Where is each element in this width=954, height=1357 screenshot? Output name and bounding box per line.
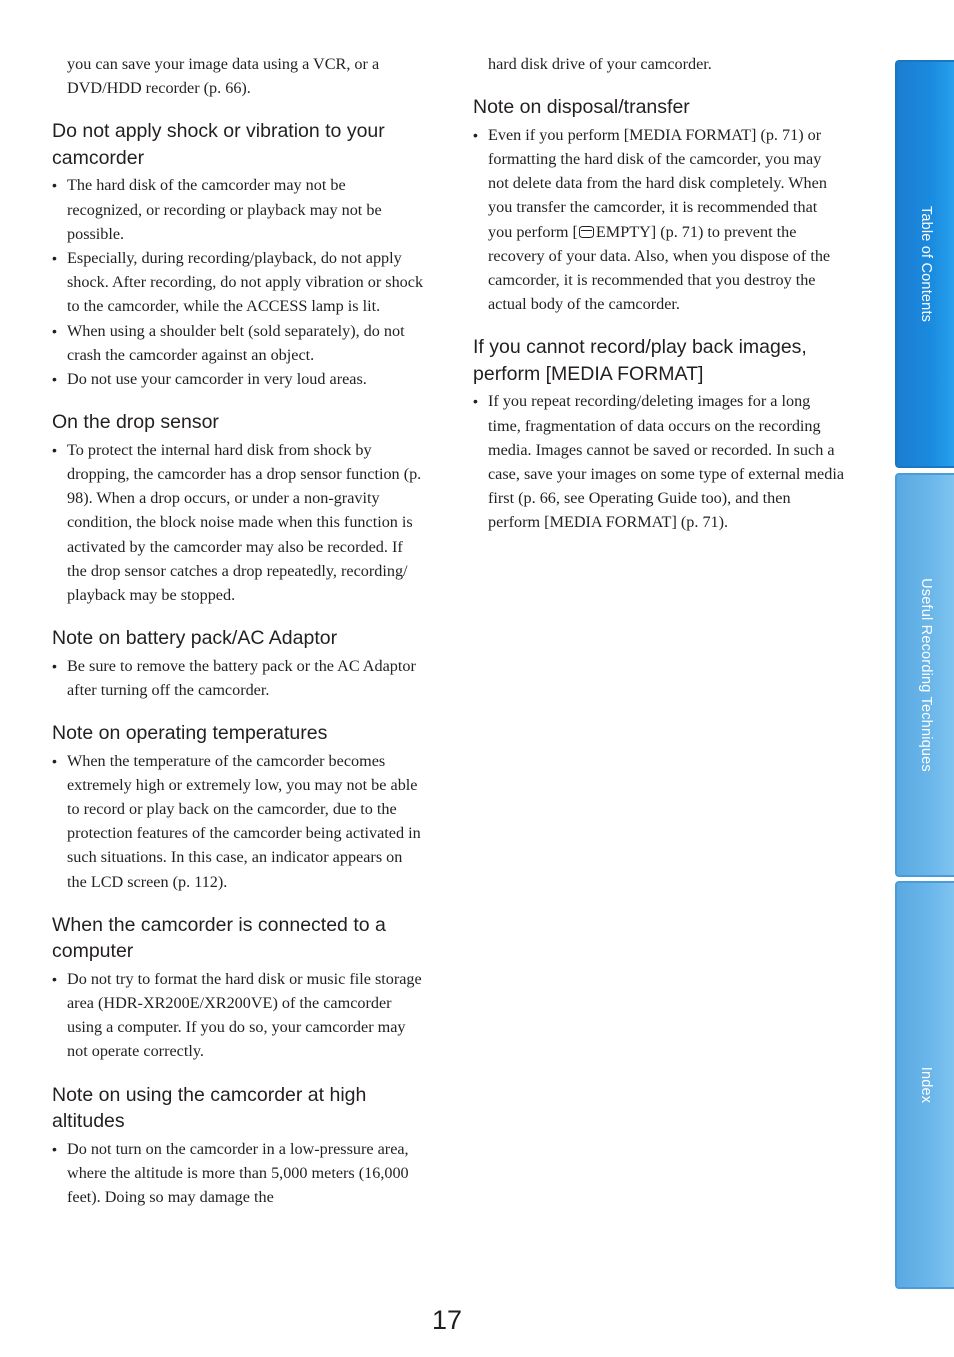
bullet-item: • If you repeat recording/deleting images for a long time, fragmentation of data occurs on the recording media. Images cannot be saved or recorded. In such a case, save your images on some type of external media first (p. 66, see Operating Guide too), and then perform [MEDIA FORMAT] (p. 71). [473, 389, 845, 534]
tab-useful-recording-techniques[interactable] [895, 473, 954, 877]
tab-table-of-contents[interactable] [895, 60, 954, 468]
right-column [473, 52, 845, 535]
bullet-item: • When the temperature of the camcorder becomes extremely high or extremely low, you may not be able to record or play back on the camcorder, due to the protection features of the camcorder being activated in such situations. In this case, an indicator appears on the LCD screen (p. 112). [52, 749, 424, 894]
tab-label: Index [917, 1066, 934, 1104]
bullet-list [473, 123, 845, 317]
section-heading: On the drop sensor [52, 411, 219, 434]
bullet-item: • When using a shoulder belt (sold separately), do not crash the camcorder against an object. [52, 319, 424, 367]
section-computer-connection [52, 912, 424, 1064]
bullet-text: Even if you perform [MEDIA FORMAT] (p. 71) or formatting the hard disk of the camcorder, you may not delete data from the hard disk completely. When you transfer the camcorder, it is recommended that you perform [ [488, 125, 827, 241]
section-heading: Note on battery pack/AC Adaptor [52, 627, 338, 650]
bullet-item: • Do not turn on the camcorder in a low-pressure area, where the altitude is more than 5,000 meters (16,000 feet). Doing so may damage the [52, 1137, 424, 1210]
section-operating-temperatures [52, 720, 424, 894]
section-high-altitudes [52, 1082, 424, 1210]
bullet-list [52, 749, 424, 894]
continued-text: you can save your image data using a VCR, or a DVD/HDD recorder (p. 66). [67, 55, 380, 98]
left-column [52, 52, 424, 1209]
section-heading: Note on operating temperatures [52, 722, 328, 745]
section-battery-pack [52, 625, 424, 702]
bullet-list [52, 1137, 424, 1210]
section-heading: Note on using the camcorder at high altitudes [52, 1083, 367, 1133]
section-heading: When the camcorder is connected to a computer [52, 913, 386, 963]
bullet-list [52, 173, 424, 391]
bullet-list [52, 654, 424, 702]
bullet-list [52, 438, 424, 607]
page-number: 17 [431, 1305, 463, 1335]
section-heading: Note on disposal/transfer [473, 96, 690, 119]
bullet-item: • To protect the internal hard disk from shock by dropping, the camcorder has a drop sensor function (p. 98). When a drop occurs, or under a non-gravity condition, the block noise made when this function is activated by the camcorder may also be recorded. If the drop sensor catches a drop repeatedly, recording/ playback may be stopped. [52, 438, 424, 607]
tab-index[interactable] [895, 881, 954, 1289]
section-disposal-transfer [473, 94, 845, 316]
bullet-text: EMPTY] (p. 71) to prevent the recovery of your data. Also, when you dispose of the camcorder, it is recommended that you destroy the actual body of the camcorder. [488, 222, 831, 314]
continued-text: hard disk drive of your camcorder. [488, 55, 712, 73]
section-shock-vibration [52, 118, 424, 391]
bullet-item: • Especially, during recording/playback, do not apply shock. After recording, do not apply vibration or shock to the camcorder, while the ACCESS lamp is lit. [52, 246, 424, 319]
bullet-item: • The hard disk of the camcorder may not be recognized, or recording or playback may not be possible. [52, 173, 424, 246]
hdd-icon [579, 226, 594, 238]
tab-label: Useful Recording Techniques [917, 578, 934, 772]
section-media-format [473, 334, 845, 534]
section-drop-sensor [52, 409, 424, 607]
bullet-item: • Do not use your camcorder in very loud areas. [52, 367, 424, 391]
bullet-list [52, 967, 424, 1064]
section-heading: If you cannot record/play back images, perform [MEDIA FORMAT] [473, 336, 807, 385]
section-heading: Do not apply shock or vibration to your camcorder [52, 120, 385, 169]
bullet-item: • Do not try to format the hard disk or music file storage area (HDR-XR200E/XR200VE) of the camcorder using a computer. If you do so, your camcorder may not operate correctly. [52, 967, 424, 1064]
bullet-item: • Be sure to remove the battery pack or the AC Adaptor after turning off the camcorder. [52, 654, 424, 702]
bullet-list [473, 389, 845, 534]
bullet-item [473, 123, 845, 317]
tab-label: Table of Contents [917, 205, 934, 323]
